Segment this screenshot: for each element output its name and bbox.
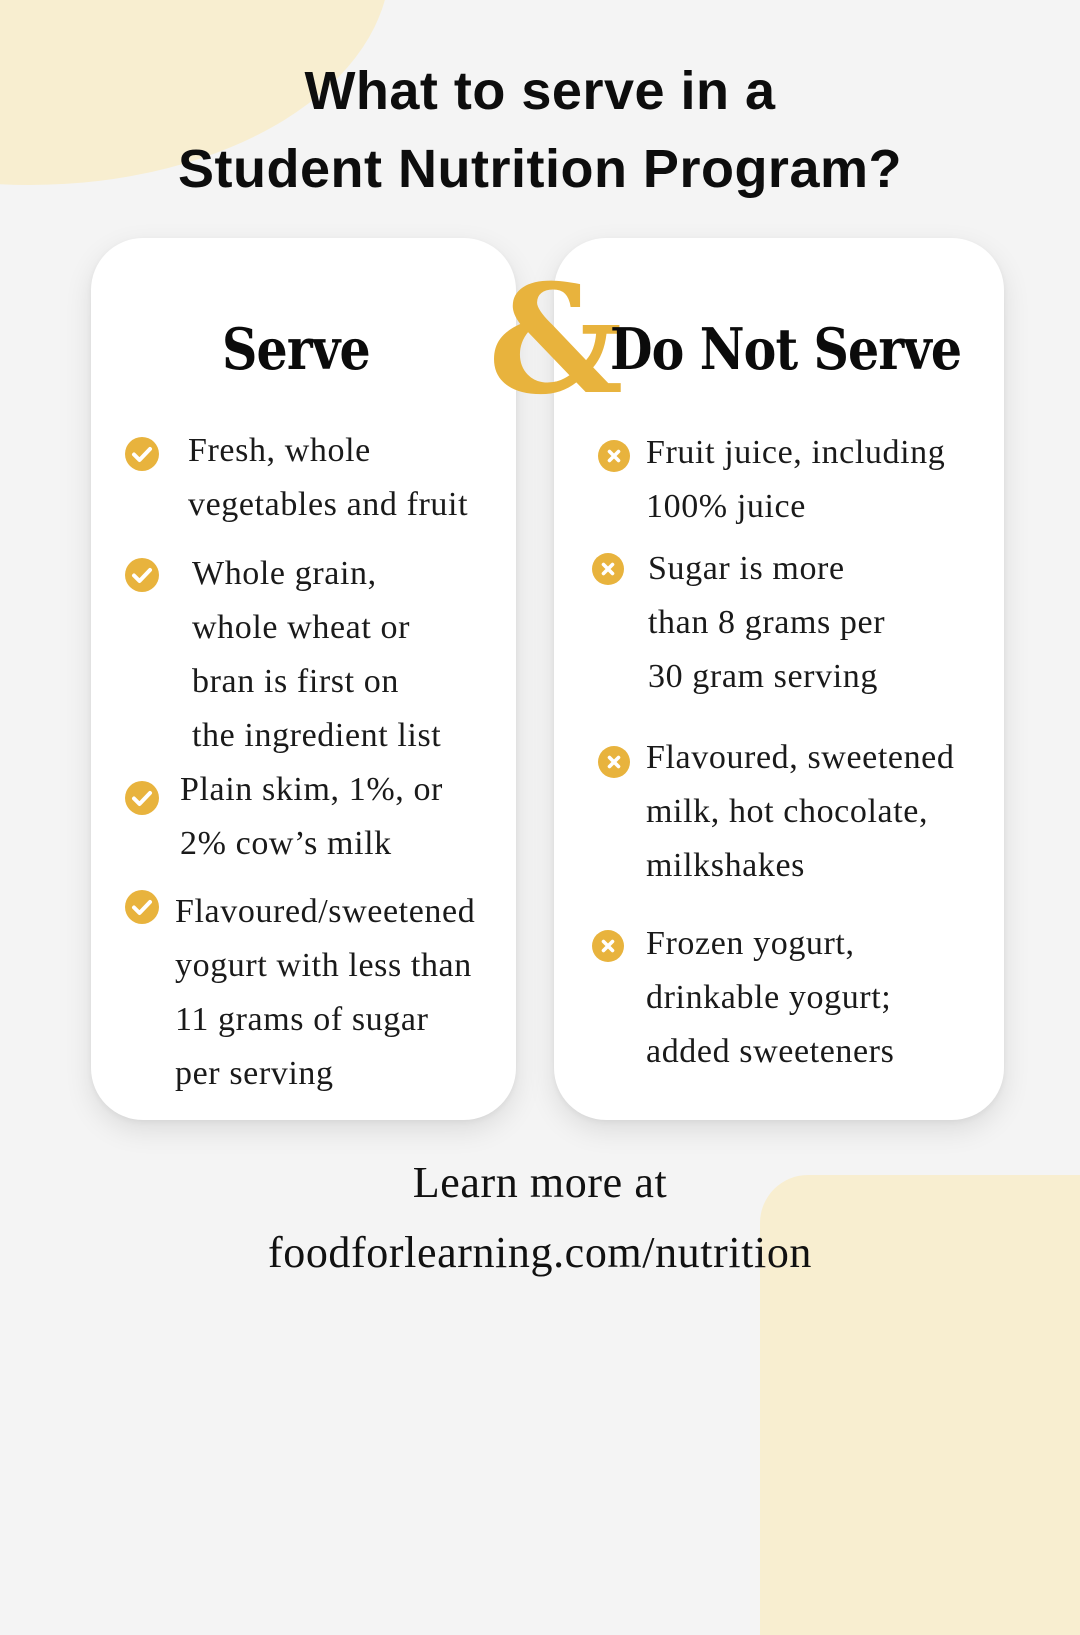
serve-heading: Serve bbox=[222, 316, 370, 383]
do-not-serve-item-2-line-2: than 8 grams per bbox=[648, 604, 886, 641]
do-not-serve-item-4-line-2: drinkable yogurt; bbox=[646, 979, 892, 1016]
serve-item-3 bbox=[180, 763, 443, 871]
do-not-serve-item-4-line-3: added sweeteners bbox=[646, 1033, 895, 1070]
serve-item-1-line-1: Fresh, whole bbox=[188, 432, 371, 469]
do-not-serve-item-2-line-1: Sugar is more bbox=[648, 550, 845, 587]
do-not-serve-item-1-line-1: Fruit juice, including bbox=[646, 434, 946, 471]
do-not-serve-item-4 bbox=[646, 917, 894, 1079]
x-circle-icon bbox=[598, 746, 630, 778]
x-circle-icon bbox=[592, 553, 624, 585]
serve-item-2-line-4: the ingredient list bbox=[192, 717, 442, 754]
do-not-serve-item-3-line-1: Flavoured, sweetened bbox=[646, 739, 955, 776]
serve-item-4-line-1: Flavoured/sweetened bbox=[175, 893, 476, 930]
footer bbox=[0, 1148, 1080, 1288]
serve-item-2-line-1: Whole grain, bbox=[192, 555, 377, 592]
do-not-serve-item-3-line-2: milk, hot chocolate, bbox=[646, 793, 929, 830]
check-circle-icon bbox=[125, 781, 159, 815]
serve-item-4-line-4: per serving bbox=[175, 1055, 334, 1092]
serve-item-4-line-2: yogurt with less than bbox=[175, 947, 472, 984]
ampersand: & bbox=[488, 252, 624, 428]
serve-item-3-line-2: 2% cow’s milk bbox=[180, 825, 392, 862]
title-line-1: What to serve in a bbox=[304, 61, 776, 121]
do-not-serve-item-1 bbox=[646, 426, 945, 534]
do-not-serve-item-3 bbox=[646, 731, 954, 893]
title-line-2: Student Nutrition Program? bbox=[178, 139, 902, 199]
page-title bbox=[0, 52, 1080, 208]
footer-link[interactable]: foodforlearning.com/nutrition bbox=[267, 1228, 813, 1277]
x-circle-icon bbox=[592, 930, 624, 962]
do-not-serve-item-2 bbox=[648, 542, 885, 704]
check-circle-icon bbox=[125, 558, 159, 592]
serve-item-2-line-3: bran is first on bbox=[192, 663, 399, 700]
do-not-serve-item-2-line-3: 30 gram serving bbox=[648, 658, 878, 695]
serve-item-4 bbox=[175, 885, 475, 1101]
do-not-serve-item-3-line-3: milkshakes bbox=[646, 847, 805, 884]
footer-line-1: Learn more at bbox=[412, 1158, 668, 1207]
serve-item-1-line-2: vegetables and fruit bbox=[188, 486, 469, 523]
check-circle-icon bbox=[125, 437, 159, 471]
serve-item-2-line-2: whole wheat or bbox=[192, 609, 410, 646]
check-circle-icon bbox=[125, 890, 159, 924]
do-not-serve-heading: Do Not Serve bbox=[610, 316, 962, 383]
serve-item-3-line-1: Plain skim, 1%, or bbox=[180, 771, 443, 808]
serve-item-4-line-3: 11 grams of sugar bbox=[175, 1001, 429, 1038]
do-not-serve-item-1-line-2: 100% juice bbox=[646, 488, 806, 525]
serve-item-1 bbox=[188, 424, 468, 532]
serve-item-2 bbox=[192, 547, 441, 763]
x-circle-icon bbox=[598, 440, 630, 472]
do-not-serve-item-4-line-1: Frozen yogurt, bbox=[646, 925, 855, 962]
